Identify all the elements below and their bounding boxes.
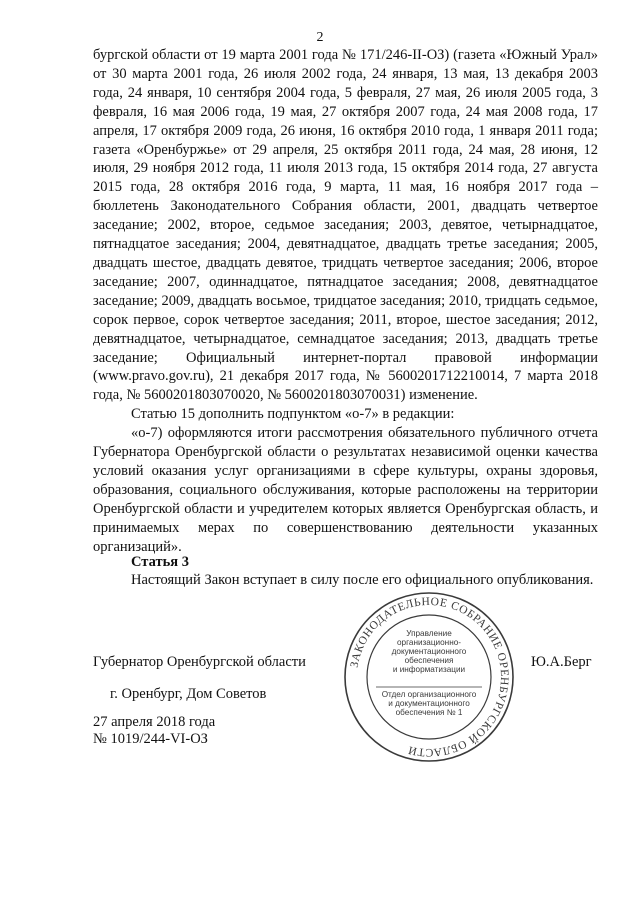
signer-title: Губернатор Оренбургской области: [93, 654, 306, 670]
article-text: Настоящий Закон вступает в силу после его официального опубликования.: [131, 572, 594, 588]
stamp-inner-line: обеспечения № 1: [395, 708, 463, 717]
amendment-paragraph: бургской области от 19 марта 2001 года № 171/246-II-ОЗ) (газета «Южный Урал» от 30 марта 2001 года, 26 июля 2002 года, 24 января, 13 мая, 13 декабря 2003 года, 24 января, 10 сентября 2004 года, 5 февраля, 27 мая, 26 июля 2005 года, 3 февраля, 16 мая 2006 года, 19 мая, 27 октября 2007 года, 24 мая 2008 года, 17 апреля, 17 октября 2009 года, 26 июня, 16 октября 2010 года, 1 января 2011 года; газета «Оренбуржье» от 29 апреля, 25 октября 2011 года, 24 мая, 28 июня, 12 июля, 29 ноября 2012 года, 11 июля 2013 года, 15 октября 2014 года, 27 августа 2015 года, 28 октября 2016 года, 9 марта, 11 мая, 16 ноября 2017 года – бюллетень Законодательного Собрания области, 2001, двадцать четвертое заседание; 2002, второе, седьмое заседания; 2003, девятое, четырнадцатое, пятнадцатое заседания; 2004, девятнадцатое, двадцать третье заседания; 2005, двадцать шестое, двадцать девятое, тридцать четвертое заседания; 2006, второе заседание; 2007, одиннадцатое, пятнадцатое заседания; 2008, девятнадцатое заседание; 2009, двадцать восьмое, тридцатое заседания; 2010, тридцать седьмое, сорок первое, сорок четвертое заседания; 2011, второе, шестое заседания; 2012, девятнадцатое, четырнадцатое, семнадцатое заседания; 2013, двадцать третье заседание; Официальный интернет-портал правовой информации (www.pravo.gov.ru), 21 декабря 2017 года, № 5600201712210014, 7 марта 2018 года, № 5600201803070020, № 5600201803070031) изменение.: [93, 47, 598, 404]
signer-name: Ю.А.Берг: [531, 654, 592, 670]
stamp-inner-line: Управление: [406, 629, 452, 638]
stamp-inner-line: и информатизации: [392, 665, 466, 674]
law-amendment-text: [93, 46, 598, 556]
page-number: 2: [316, 30, 324, 45]
stamp-inner-line: обеспечения: [404, 656, 454, 665]
stamp-ring-text: [349, 596, 511, 758]
law-number: № 1019/244-VI-ОЗ: [93, 731, 208, 747]
article-heading: Статья 3: [131, 554, 189, 570]
stamp-ring-textpath: ЗАКОНОДАТЕЛЬНОЕ СОБРАНИЕ ОРЕНБУРГСКОЙ ОБЛАСТИ: [348, 595, 511, 759]
stamp-inner-line: Отдел организационного: [381, 690, 477, 699]
amendment-instruction: Статью 15 дополнить подпунктом «о-7» в редакции:: [131, 406, 455, 423]
official-stamp: [342, 590, 516, 764]
stamp-inner-line: документационного: [391, 647, 467, 656]
stamp-outer-ring: [345, 593, 513, 761]
signing-date: 27 апреля 2018 года: [93, 714, 216, 730]
stamp-inner-line: организационно-: [396, 638, 462, 647]
stamp-inner-text: [382, 629, 477, 717]
signing-place: г. Оренбург, Дом Советов: [110, 686, 267, 702]
stamp-inner-line: и документационного: [388, 699, 470, 708]
amendment-content: «о-7) оформляются итоги рассмотрения обязательного публичного отчета Губернатора Оренбургской области о результатах независимой оценки качества условий оказания услуг организациями в сфере культуры, охраны здоровья, образования, социального обслуживания, которые расположены на территории Оренбургской области и учредителем которых является Оренбургская область, и принимаемых мерах по совершенствованию деятельности указанных организаций».: [93, 425, 598, 555]
